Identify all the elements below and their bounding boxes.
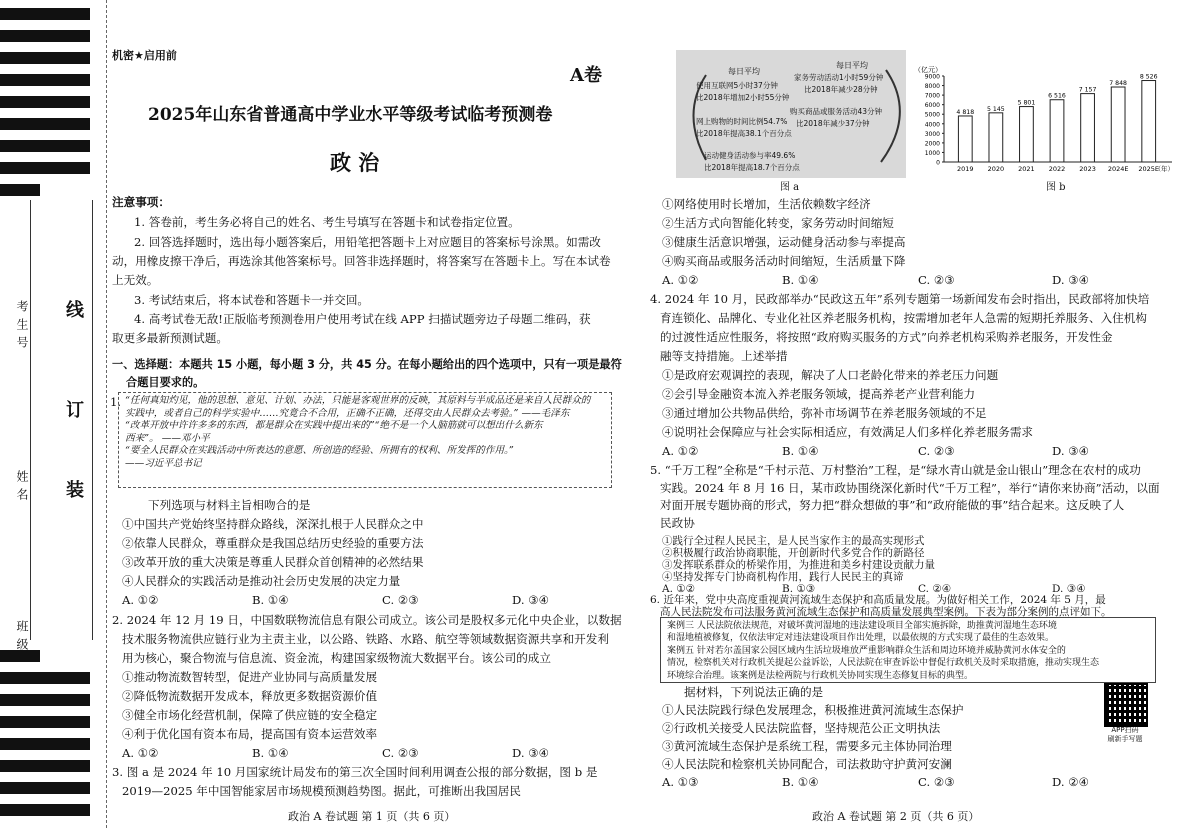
subject-title: 政 治 xyxy=(330,150,380,175)
q2-line: 用为核心，聚合物流与信息流、资金流，构建国家级物流大数据平台。该公司的成立 xyxy=(122,651,551,665)
paper-version: A卷 xyxy=(570,65,602,86)
notes-heading: 注意事项： xyxy=(112,195,170,209)
q4-line: 融等支持措施。上述举措 xyxy=(660,349,788,363)
binding-stripe xyxy=(0,738,90,750)
qr-code[interactable] xyxy=(1104,683,1148,727)
binding-stripe xyxy=(0,716,90,728)
q6-case-line: 案例五 针对若尔盖国家公园区域内生活垃圾堆放严重影响群众生活和周边环境并威胁黄河水体安全的 xyxy=(667,645,1066,656)
bar-2022 xyxy=(1050,100,1064,162)
q4-choice-b: B. ①④ xyxy=(782,444,819,458)
q4-option: ①是政府宏观调控的表现，解决了人口老龄化带来的养老压力问题 xyxy=(662,368,999,382)
fig-a-text: 使用互联网5小时37分钟 xyxy=(696,81,778,90)
q4-option: ④说明社会保障应与社会实际相适应，有效满足人们多样化养老服务需求 xyxy=(662,425,1034,439)
exam-title: 2025年山东省普通高中学业水平等级考试临考预测卷 xyxy=(148,105,553,125)
section-heading-cont: 合题目要求的。 xyxy=(126,376,205,389)
q4-line: 育连锁化、品牌化、专业化社区养老服务机构，按需增加老年人急需的短期托养服务、入住机构 xyxy=(660,311,1147,325)
bar-value-label: 4 818 xyxy=(956,108,975,116)
y-axis-label: （亿元） xyxy=(914,66,942,74)
y-tick-label: 5000 xyxy=(924,111,940,119)
bar-value-label: 5 145 xyxy=(986,105,1005,113)
bar-2019 xyxy=(958,116,972,162)
q6-choice-d: D. ②④ xyxy=(1052,775,1090,789)
fig-a-text: 家务劳动活动1小时59分钟 xyxy=(794,73,884,82)
binding-stripe xyxy=(0,162,90,174)
fig-a-text: 每日平均 xyxy=(836,61,868,70)
note-line: 2. 回答选择题时，选出每小题答案后，用铅笔把答题卡上对应题目的答案标号涂黑。如需改 xyxy=(134,235,601,249)
q6-option: ①人民法院践行绿色发展理念，积极推进黄河流域生态保护 xyxy=(662,703,964,717)
q6-line: 6. 近年来，党中央高度重视黄河流域生态保护和高质量发展。为做好相关工作，2024 年 5 月，最 xyxy=(650,594,1106,606)
q3-option: ④购买商品或服务活动时间缩短，生活质量下降 xyxy=(662,254,906,268)
q2-option: ④利于优化国有资本布局，提高国有资本运营效率 xyxy=(122,727,378,741)
q5-choice-b: B. ①③ xyxy=(782,583,816,595)
note-line: 动，用橡皮擦干净后，再选涂其他答案标号。回答非选择题时，将答案写在答题卡上。写在本试卷 xyxy=(112,254,611,268)
q5-line: 实践。2024 年 8 月 16 日，某市政协围绕深化新时代“千万工程”，举行“请你来协商”活动，以面 xyxy=(660,480,1160,495)
x-axis-label: （年） xyxy=(1154,165,1174,173)
seal-pack-char: 装 xyxy=(63,480,84,504)
y-tick-label: 6000 xyxy=(924,102,940,110)
label-name: 姓名 xyxy=(15,470,29,506)
x-tick-label: 2025E xyxy=(1138,165,1160,173)
y-tick-label: 1000 xyxy=(924,149,940,157)
bar-2020 xyxy=(989,113,1003,162)
q3-choice-a: A. ①② xyxy=(662,273,699,287)
fig-a-text: 比2018年提高38.1个百分点 xyxy=(696,129,792,138)
binding-stripe xyxy=(0,184,40,196)
y-tick-label: 3000 xyxy=(924,130,940,138)
q1-quote-line: “改革开放中许许多多的东西，都是群众在实践中提出来的”“绝不是一个人脑筋就可以想出什么新东 xyxy=(125,420,543,431)
page-2-footer: 政治 A 卷试题 第 2 页（共 6 页） xyxy=(812,810,980,823)
y-tick-label: 4000 xyxy=(924,121,940,129)
y-tick-label: 9000 xyxy=(924,73,940,81)
q1-quote-box xyxy=(118,392,612,488)
x-tick-label: 2023 xyxy=(1079,165,1096,173)
binding-line xyxy=(30,200,31,640)
qr-caption-line: APP扫码 xyxy=(1111,726,1139,734)
q3-option: ①网络使用时长增加，生活依赖数字经济 xyxy=(662,197,871,211)
figure-a xyxy=(676,50,906,178)
q2-option: ③健全市场化经营机制，保障了供应链的安全稳定 xyxy=(122,708,378,722)
q2-choice-b: B. ①④ xyxy=(252,746,289,760)
q6-option: ②行政机关接受人民法院监督，坚持规范公正文明执法 xyxy=(662,721,941,735)
note-line: 上无效。 xyxy=(112,273,159,287)
seal-bind-char: 订 xyxy=(63,400,84,424)
binding-stripe xyxy=(0,760,90,772)
y-tick-label: 8000 xyxy=(924,83,940,91)
fig-a-text: 比2018年减少28分钟 xyxy=(804,85,878,94)
figure-a-arc xyxy=(881,70,900,162)
q5-line: 5. “千万工程”全称是“千村示范、万村整治”工程，是“绿水青山就是金山银山”理念在农村的成功 xyxy=(650,463,1141,477)
q1-number: 1. xyxy=(110,395,122,409)
q6-case-line: 情况，检察机关对行政机关提起公益诉讼，人民法院在审查诉讼中督促行政机关及时采取措施，推动实现生态 xyxy=(667,658,1100,669)
q2-choice-a: A. ①② xyxy=(122,746,159,760)
q6-stem: 据材料，下列说法正确的是 xyxy=(684,685,824,699)
q1-quote-line: 实践中，或者自己的科学实验中……究竟合不合用，正确不正确，还得交由人民群众去考验。” ——毛泽东 xyxy=(125,407,570,419)
bar-2021 xyxy=(1020,107,1034,162)
figure-a-caption: 图 a xyxy=(780,182,800,193)
q2-option: ①推动物流数智转型，促进产业协同与高质量发展 xyxy=(122,670,378,684)
q1-option: ①中国共产党始终坚持群众路线，深深扎根于人民群众之中 xyxy=(122,517,424,531)
q5-choice-c: C. ②④ xyxy=(918,583,952,595)
page-1-footer: 政治 A 卷试题 第 1 页（共 6 页） xyxy=(288,810,456,823)
q6-line: 高人民法院发布司法服务黄河流域生态保护和高质量发展典型案例。下表为部分案例的点评如下。 xyxy=(660,606,1112,618)
seal-line-char: 线 xyxy=(63,300,84,324)
q1-choice-c: C. ②③ xyxy=(382,593,419,607)
q5-choice-a: A. ①② xyxy=(662,583,696,595)
x-tick-label: 2021 xyxy=(1018,165,1035,173)
bar-2025E xyxy=(1142,81,1156,162)
q3-choice-c: C. ②③ xyxy=(918,273,955,287)
binding-line xyxy=(92,200,93,640)
q5-choice-d: D. ③④ xyxy=(1052,583,1086,595)
q3-choice-d: D. ③④ xyxy=(1052,273,1090,287)
qr-caption xyxy=(1102,726,1148,744)
binding-stripe xyxy=(0,804,90,816)
binding-stripe xyxy=(0,140,90,152)
note-line: 取更多最新预测试题。 xyxy=(112,331,228,345)
figure-b-chart xyxy=(910,62,1178,182)
q5-option: ②积极履行政治协商职能，开创新时代多党合作的新路径 xyxy=(662,547,925,559)
q3-option: ②生活方式向智能化转变，家务劳动时间缩短 xyxy=(662,216,894,230)
note-line: 3. 考试结束后，将本试卷和答题卡一并交回。 xyxy=(134,293,370,307)
q3-choice-b: B. ①④ xyxy=(782,273,819,287)
x-tick-label: 2024E xyxy=(1107,165,1129,173)
q4-option: ②会引导金融资本流入养老服务领域，提高养老产业营利能力 xyxy=(662,387,976,401)
x-tick-label: 2022 xyxy=(1048,165,1066,173)
note-line: 4. 高考试卷无敌!正版临考预测卷用户使用考试在线 APP 扫描试题旁边子母题二维码，获 xyxy=(134,312,591,326)
q1-quote-line: “任何真知灼见，他的思想、意见、计划、办法，只能是客观世界的反映，其原料与半成品还是来自人民群众的 xyxy=(125,395,591,406)
fig-a-text: 网上购物的时间比例54.7% xyxy=(696,117,788,126)
label-class: 班级 xyxy=(15,620,29,656)
binding-stripe xyxy=(0,782,90,794)
binding-stripe xyxy=(0,118,90,130)
fig-a-text: 购买商品或服务活动43分钟 xyxy=(790,107,883,116)
label-candidate-number: 考生号 xyxy=(15,300,29,354)
q1-choice-d: D. ③④ xyxy=(512,593,550,607)
bar-value-label: 7 157 xyxy=(1078,86,1097,94)
q1-stem: 下列选项与材料主旨相吻合的是 xyxy=(148,498,311,512)
q2-option: ②降低物流数据开发成本，释放更多数据资源价值 xyxy=(122,689,378,703)
bar-2024E xyxy=(1111,87,1125,162)
confidential-mark: 机密★启用前 xyxy=(112,49,177,62)
q6-case-line: 环境综合治理。该案例是法检两院与行政机关协同实现生态修复目标的典型。 xyxy=(667,670,974,681)
bar-value-label: 7 848 xyxy=(1109,80,1128,88)
q2-choice-c: C. ②③ xyxy=(382,746,419,760)
q6-option: ③黄河流域生态保护是系统工程，需要多元主体协同治理 xyxy=(662,739,952,753)
bar-value-label: 6 516 xyxy=(1048,92,1066,100)
binding-stripe xyxy=(0,96,90,108)
q1-quote-line: 西来”。 ——邓小平 xyxy=(125,432,210,444)
bar-value-label: 8 526 xyxy=(1139,73,1158,81)
q3-line: 3. 图 a 是 2024 年 10 月国家统计局发布的第三次全国时间利用调查公报的部分数据，图 b 是 xyxy=(112,765,598,779)
binding-stripe xyxy=(0,672,90,684)
q4-line: 的过渡性适应性服务，将按照“政府购买服务的方式”向养老机构采购养老服务，开发性金 xyxy=(660,330,1113,344)
y-tick-label: 2000 xyxy=(924,140,940,148)
q5-option: ④坚持发挥专门协商机构作用，践行人民民主的真谛 xyxy=(662,571,904,583)
section-heading: 一、选择题：本题共 15 小题，每小题 3 分，共 45 分。在每小题给出的四个选项中，只有一项是最符 xyxy=(112,358,622,371)
qr-caption-line: 刷新手写题 xyxy=(1107,735,1143,743)
q6-case-line: 案例三 人民法院依法规范，对破坏黄河湿地的违法建设项目全部实施拆除，助推黄河湿地生态环境 xyxy=(667,621,1057,631)
q1-choice-a: A. ①② xyxy=(122,593,159,607)
note-line: 1. 答卷前，考生务必将自己的姓名、考生号填写在答题卡和试卷指定位置。 xyxy=(134,215,520,229)
binding-stripe xyxy=(0,694,90,706)
q6-choice-b: B. ①④ xyxy=(782,775,819,789)
q1-option: ④人民群众的实践活动是推动社会历史发展的决定力量 xyxy=(122,574,401,588)
fig-a-text: 每日平均 xyxy=(728,67,760,76)
q6-cases-box xyxy=(660,617,1156,683)
binding-dash-line xyxy=(106,0,107,828)
q4-choice-d: D. ③④ xyxy=(1052,444,1090,458)
q4-line: 4. 2024 年 10 月，民政部举办“民政这五年”系列专题第一场新闻发布会时指出，民政部将加快培 xyxy=(650,292,1150,306)
q1-option: ③改革开放的重大决策是尊重人民群众首创精神的必然结果 xyxy=(122,555,424,569)
q1-choice-b: B. ①④ xyxy=(252,593,289,607)
q5-line: 民政协 xyxy=(660,515,695,530)
q3-line: 2019—2025 年中国智能家居市场规模预测趋势图。据此，可推断出我国居民 xyxy=(122,784,521,798)
fig-a-text: 比2018年减少37分钟 xyxy=(796,119,870,128)
bar-value-label: 5 801 xyxy=(1017,99,1036,107)
fig-a-text: 比2018年增加2小时55分钟 xyxy=(696,93,790,102)
q4-option: ③通过增加公共物品供给，弥补市场调节在养老服务领域的不足 xyxy=(662,406,987,420)
binding-stripe xyxy=(0,74,90,86)
q6-choice-a: A. ①③ xyxy=(662,775,699,789)
q2-choice-d: D. ③④ xyxy=(512,746,550,760)
x-tick-label: 2020 xyxy=(987,165,1005,173)
q1-option: ②依靠人民群众，尊重群众是我国总结历史经验的重要方法 xyxy=(122,536,424,550)
binding-stripe xyxy=(0,30,90,42)
q4-choice-a: A. ①② xyxy=(662,444,699,458)
q4-choice-c: C. ②③ xyxy=(918,444,955,458)
q2-line: 技术服务物流供应链行业为主责主业，以公路、铁路、水路、航空等领域数据资源共享和开发利 xyxy=(122,632,609,646)
bar-2023 xyxy=(1081,94,1095,162)
y-tick-label: 0 xyxy=(936,159,940,167)
binding-stripe xyxy=(0,52,90,64)
q1-quote-line: “要全人民群众在实践活动中所表达的意愿、所创造的经验、所拥有的权利、所发挥的作用。” xyxy=(125,445,514,456)
q6-option: ④人民法院和检察机关协同配合，司法救助守护黄河安澜 xyxy=(662,757,952,771)
q2-line: 2. 2024 年 12 月 19 日，中国数联物流信息有限公司成立。该公司是股权多元化中央企业，以数据 xyxy=(112,613,622,627)
fig-a-text: 比2018年提高18.7个百分点 xyxy=(704,163,800,172)
q5-option: ①践行全过程人民民主，是人民当家作主的最高实现形式 xyxy=(662,535,925,547)
figure-b-caption: 图 b xyxy=(1046,182,1066,193)
q5-line: 对面开展专题协商的形式，努力把“群众想做的事”和“政府能做的事”结合起来。这反映了人 xyxy=(660,498,1125,512)
q1-quote-line: ——习近平总书记 xyxy=(125,457,202,469)
q5-option: ③发挥联系群众的桥梁作用，为推进和美乡村建设贡献力量 xyxy=(662,559,935,571)
q3-option: ③健康生活意识增强，运动健身活动参与率提高 xyxy=(662,235,906,249)
binding-stripe xyxy=(0,8,90,20)
fig-a-text: 运动健身活动参与率49.6% xyxy=(704,151,796,160)
q6-case-line: 和湿地植被修复，仅依法审定对违法建设项目作出处理，以最依规的方式实现了最佳的生态效果。 xyxy=(667,633,1055,644)
x-tick-label: 2019 xyxy=(957,165,974,173)
y-tick-label: 7000 xyxy=(924,92,940,100)
q6-choice-c: C. ②③ xyxy=(918,775,955,789)
